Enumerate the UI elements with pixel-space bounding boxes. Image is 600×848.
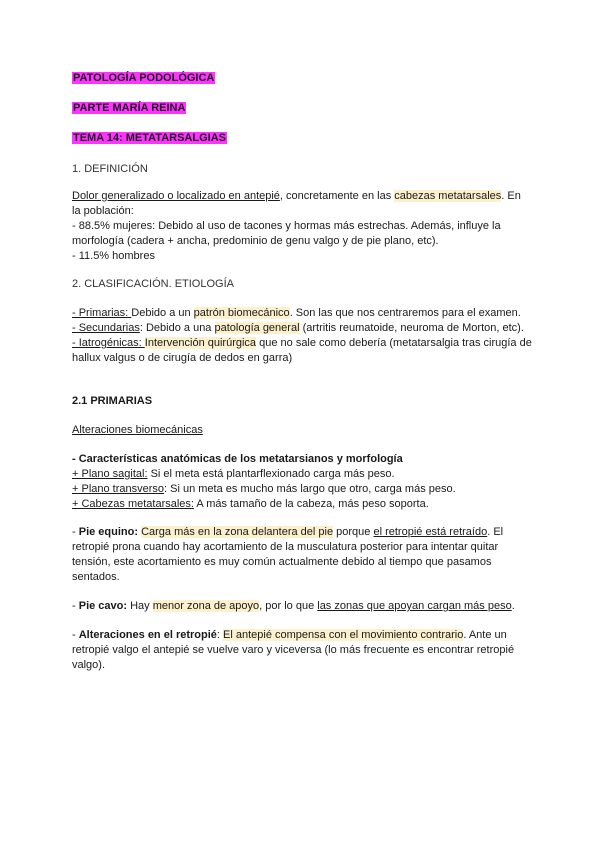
section-definicion-heading: 1. DEFINICIÓN [72, 163, 148, 175]
title-parte: PARTE MARÍA REINA [73, 102, 186, 114]
section-clasificacion-body [72, 306, 532, 366]
iatrogenicas-item: - Iatrogénicas: Intervención quirúrgica que no sale como debería (metatarsalgia tras cirugía de hallux valgus o de cirugía de dedos en garra) [72, 337, 532, 364]
title-tema: TEMA 14: METATARSALGIAS [73, 132, 226, 144]
hombres-line: - 11.5% hombres [72, 250, 155, 262]
caracteristicas-block [72, 452, 532, 512]
plano-transverso-item: + Plano transverso: Si un meta es mucho más largo que otro, carga más peso. [72, 483, 456, 495]
section-clasificacion-heading: 2. CLASIFICACIÓN. ETIOLOGÍA [72, 278, 234, 290]
pie-cavo-paragraph: - Pie cavo: Hay menor zona de apoyo, por lo que las zonas que apoyan cargan más peso. [72, 600, 515, 612]
section-primarias-heading: 2.1 PRIMARIAS [72, 395, 153, 407]
cabezas-metatarsales-item: + Cabezas metatarsales: A más tamaño de la cabeza, más peso soporta. [72, 498, 429, 510]
plano-sagital-item: + Plano sagital: Si el meta está plantarflexionado carga más peso. [72, 468, 395, 480]
definicion-paragraph: Dolor generalizado o localizado en antepié, concretamente en las cabezas metatarsales. En la población: [72, 190, 521, 217]
alteraciones-subheading: Alteraciones biomecánicas [72, 424, 203, 436]
title-patologia: PATOLOGÍA PODOLÓGICA [73, 72, 215, 84]
pie-equino-paragraph: - Pie equino: Carga más en la zona delantera del pie porque el retropié está retraído. El retropié prona cuando hay acortamiento de la musculatura posterior para intentar quitar tensión, este acortamiento es muy común actualmente debido al tiempo que pasamos sentados. [72, 526, 504, 583]
section-definicion-body [72, 189, 532, 264]
primarias-item: - Primarias: Debido a un patrón biomecánico. Son las que nos centraremos para el examen. [72, 307, 521, 319]
retropie-paragraph: - Alteraciones en el retropié: El antepié compensa con el movimiento contrario. Ante un retropié valgo el antepié se vuelve varo y viceversa (lo más frecuente es encontrar retropié valgo). [72, 629, 515, 671]
caracteristicas-heading: - Características anatómicas de los metatarsianos y morfología [72, 453, 403, 465]
mujeres-line: - 88.5% mujeres: Debido al uso de tacones y hormas más estrechas. Además, influye la morfología (cadera + ancha, predominio de genu valgo y de pie plano, etc). [72, 220, 501, 247]
secundarias-item: - Secundarias: Debido a una patología general (artritis reumatoide, neuroma de Morton, etc). [72, 322, 524, 334]
